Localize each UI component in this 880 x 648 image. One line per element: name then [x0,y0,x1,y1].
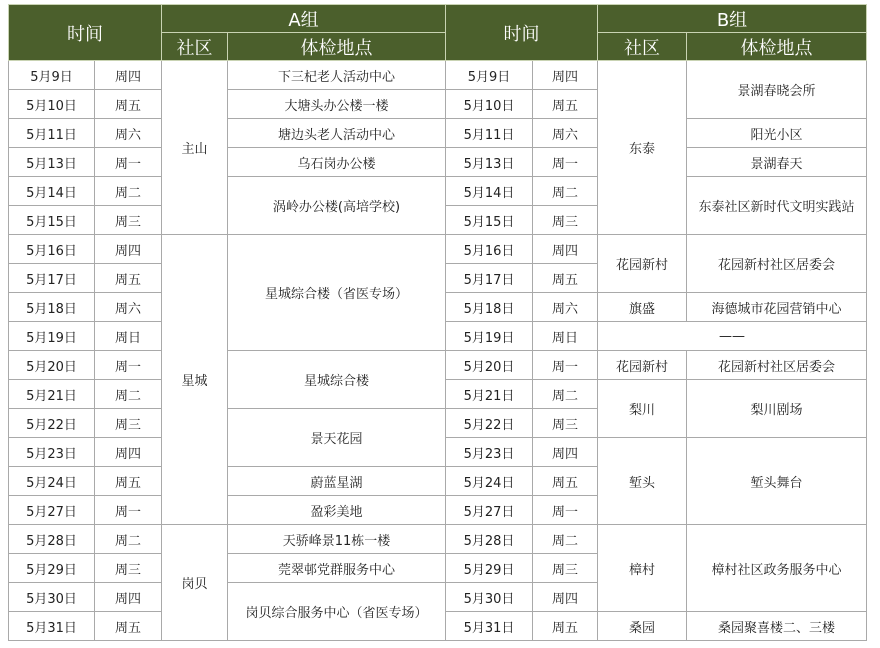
date-cell-a: 5月11日 [9,119,95,148]
date-cell-b: 5月20日 [446,351,533,380]
venue-cell-a: 景天花园 [228,409,446,467]
date-cell-b: 5月10日 [446,90,533,119]
date-cell-a: 5月21日 [9,380,95,409]
weekday-cell-a: 周日 [95,322,162,351]
schedule-wrapper [8,4,867,641]
date-cell-a: 5月18日 [9,293,95,322]
header-community-a: 社区 [162,33,228,61]
date-cell-b: 5月19日 [446,322,533,351]
date-cell-b: 5月13日 [446,148,533,177]
weekday-cell-a: 周三 [95,206,162,235]
weekday-cell-b: 周一 [533,496,598,525]
venue-cell-a: 涡岭办公楼(高培学校) [228,177,446,235]
community-cell-b: 东泰 [598,61,687,235]
date-cell-a: 5月16日 [9,235,95,264]
community-cell-a: 主山 [162,61,228,235]
date-cell-b: 5月14日 [446,177,533,206]
weekday-cell-a: 周三 [95,409,162,438]
venue-cell-b: 东泰社区新时代文明实践站 [687,177,867,235]
community-cell-b: 堑头 [598,438,687,525]
venue-cell-b: 海德城市花园营销中心 [687,293,867,322]
table-row [9,148,867,177]
table-row [9,525,867,554]
weekday-cell-b: 周六 [533,119,598,148]
weekday-cell-b: 周二 [533,380,598,409]
weekday-cell-b: 周四 [533,235,598,264]
date-cell-b: 5月24日 [446,467,533,496]
community-cell-b: 樟村 [598,525,687,612]
venue-cell-b: 阳光小区 [687,119,867,148]
date-cell-a: 5月28日 [9,525,95,554]
date-cell-a: 5月23日 [9,438,95,467]
weekday-cell-b: 周日 [533,322,598,351]
venue-cell-b: 花园新村社区居委会 [687,235,867,293]
venue-cell-b: 樟村社区政务服务中心 [687,525,867,612]
weekday-cell-b: 周四 [533,583,598,612]
venue-cell-a: 岗贝综合服务中心（省医专场） [228,583,446,641]
weekday-cell-a: 周五 [95,90,162,119]
header-time-b: 时间 [446,5,598,61]
venue-cell-a: 下三杞老人活动中心 [228,61,446,90]
date-cell-a: 5月9日 [9,61,95,90]
weekday-cell-b: 周二 [533,177,598,206]
table-row [9,351,867,380]
weekday-cell-a: 周一 [95,496,162,525]
venue-cell-b: 桑园聚喜楼二、三楼 [687,612,867,641]
weekday-cell-a: 周二 [95,177,162,206]
venue-cell-a: 大塘头办公楼一楼 [228,90,446,119]
weekday-cell-b: 周五 [533,264,598,293]
weekday-cell-a: 周一 [95,351,162,380]
weekday-cell-a: 周四 [95,235,162,264]
weekday-cell-a: 周二 [95,380,162,409]
community-cell-b: 花园新村 [598,235,687,293]
date-cell-a: 5月31日 [9,612,95,641]
weekday-cell-a: 周四 [95,583,162,612]
date-cell-b: 5月27日 [446,496,533,525]
venue-cell-b-empty: —— [598,322,867,351]
community-cell-a: 星城 [162,235,228,525]
header-venue-a: 体检地点 [228,33,446,61]
weekday-cell-b: 周一 [533,148,598,177]
date-cell-b: 5月29日 [446,554,533,583]
venue-cell-a: 盈彩美地 [228,496,446,525]
venue-cell-a: 天骄峰景11栋一楼 [228,525,446,554]
venue-cell-b: 梨川剧场 [687,380,867,438]
weekday-cell-b: 周四 [533,61,598,90]
venue-cell-a: 星城综合楼 [228,351,446,409]
date-cell-a: 5月27日 [9,496,95,525]
date-cell-a: 5月15日 [9,206,95,235]
date-cell-a: 5月22日 [9,409,95,438]
weekday-cell-a: 周一 [95,148,162,177]
date-cell-b: 5月28日 [446,525,533,554]
header-group-a: A组 [162,5,446,33]
header-community-b: 社区 [598,33,687,61]
weekday-cell-b: 周三 [533,409,598,438]
header-row-1 [9,5,867,33]
weekday-cell-b: 周二 [533,525,598,554]
date-cell-b: 5月17日 [446,264,533,293]
community-cell-b: 花园新村 [598,351,687,380]
date-cell-b: 5月15日 [446,206,533,235]
date-cell-b: 5月22日 [446,409,533,438]
date-cell-a: 5月19日 [9,322,95,351]
weekday-cell-b: 周五 [533,90,598,119]
weekday-cell-a: 周六 [95,119,162,148]
date-cell-b: 5月11日 [446,119,533,148]
weekday-cell-a: 周二 [95,525,162,554]
community-cell-b: 旗盛 [598,293,687,322]
weekday-cell-a: 周五 [95,612,162,641]
header-time-a: 时间 [9,5,162,61]
schedule-table [8,4,867,641]
table-row [9,235,867,264]
header-venue-b: 体检地点 [687,33,867,61]
weekday-cell-b: 周一 [533,351,598,380]
date-cell-b: 5月23日 [446,438,533,467]
weekday-cell-a: 周五 [95,467,162,496]
venue-cell-a: 蔚蓝星湖 [228,467,446,496]
community-cell-a: 岗贝 [162,525,228,641]
weekday-cell-b: 周三 [533,206,598,235]
weekday-cell-b: 周五 [533,612,598,641]
date-cell-a: 5月24日 [9,467,95,496]
date-cell-b: 5月9日 [446,61,533,90]
community-cell-b: 梨川 [598,380,687,438]
table-row [9,61,867,90]
table-row [9,177,867,206]
date-cell-b: 5月30日 [446,583,533,612]
date-cell-a: 5月17日 [9,264,95,293]
community-cell-b: 桑园 [598,612,687,641]
venue-cell-a: 塘边头老人活动中心 [228,119,446,148]
date-cell-a: 5月30日 [9,583,95,612]
date-cell-b: 5月21日 [446,380,533,409]
date-cell-a: 5月13日 [9,148,95,177]
date-cell-a: 5月20日 [9,351,95,380]
header-group-b: B组 [598,5,867,33]
venue-cell-a: 乌石岗办公楼 [228,148,446,177]
weekday-cell-b: 周三 [533,554,598,583]
venue-cell-b: 花园新村社区居委会 [687,351,867,380]
weekday-cell-b: 周六 [533,293,598,322]
venue-cell-b: 景湖春晓会所 [687,61,867,119]
weekday-cell-a: 周四 [95,438,162,467]
venue-cell-a: 星城综合楼（省医专场） [228,235,446,351]
date-cell-b: 5月18日 [446,293,533,322]
table-row [9,119,867,148]
date-cell-b: 5月16日 [446,235,533,264]
venue-cell-b: 景湖春天 [687,148,867,177]
venue-cell-a: 莞翠邨党群服务中心 [228,554,446,583]
weekday-cell-a: 周六 [95,293,162,322]
weekday-cell-a: 周五 [95,264,162,293]
date-cell-a: 5月29日 [9,554,95,583]
weekday-cell-b: 周五 [533,467,598,496]
date-cell-b: 5月31日 [446,612,533,641]
date-cell-a: 5月10日 [9,90,95,119]
weekday-cell-a: 周三 [95,554,162,583]
date-cell-a: 5月14日 [9,177,95,206]
weekday-cell-b: 周四 [533,438,598,467]
weekday-cell-a: 周四 [95,61,162,90]
venue-cell-b: 堑头舞台 [687,438,867,525]
